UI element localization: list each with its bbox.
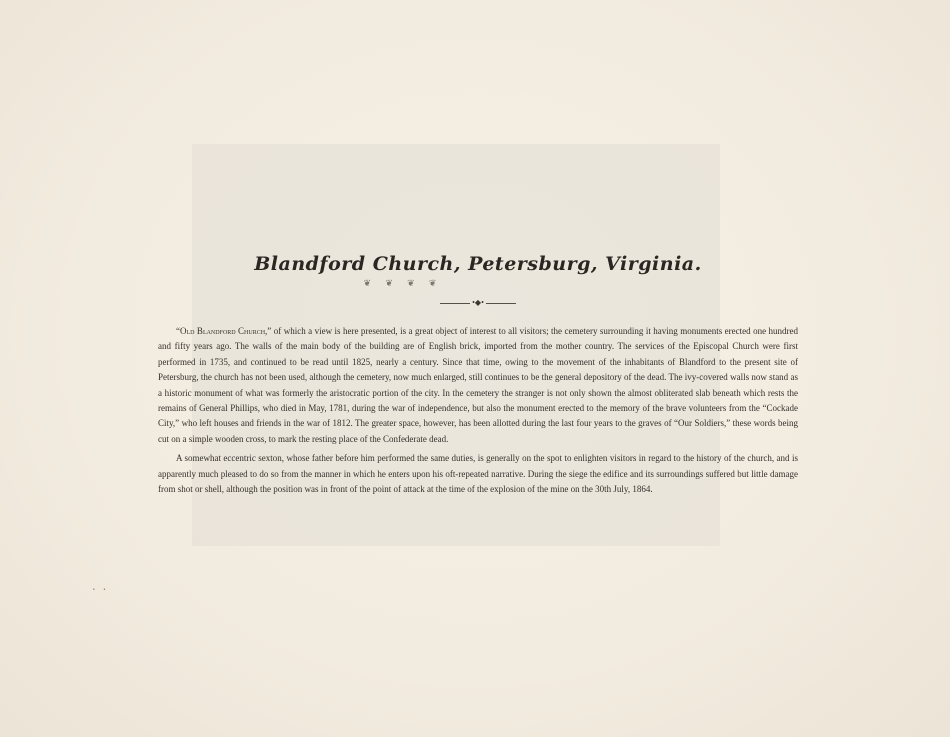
page-content bbox=[158, 236, 798, 497]
rule-left bbox=[440, 303, 470, 304]
paragraph-1-text: of which a view is here presented, is a great object of interest to all visitors; the cemetery surrounding it having monuments erected one hundred and fifty years ago. The walls of the main body of the building are of English brick, imported from the mother country. The services of the Episcopal Church were first performed in 1735, and continued to be read until 1825, nearly a century. Since that time, owing to the movement of the inhabitants of Blandford to the present site of Petersburg, the church has not been used, although the cemetery, now much enlarged, still continues to be the general depository of the dead. The ivy-covered walls now stand as a historic monument of what was formerly the aristocratic portion of the city. In the cemetery the stranger is not only shown the almost obliterated slab beneath which rests the remains of General Phillips, who died in May, 1781, during the war of independence, but also the monument erected to the memory of the brave volunteers from the “Cockade City,” who left houses and friends in the war of 1812. The greater space, however, has been allotted during the last four years to the graves of “Our Soldiers,” these words being cut on a simple wooden cross, to mark the resting place of the Confederate dead. bbox=[158, 326, 799, 444]
title-flourish: ❦ ❦ ❦ ❦ bbox=[363, 278, 443, 288]
ornamental-rule bbox=[158, 298, 798, 308]
page-title: Blandford Church, Petersburg, Virginia. bbox=[254, 253, 702, 275]
paragraph-1 bbox=[158, 324, 798, 447]
paragraph-2-text: A somewhat eccentric sexton, whose father before him performed the same duties, is generally on the spot to enlighten visitors in regard to the history of the church, and is apparently much pleased to do so from the manner in which he enters upon his oft-repeated narrative. During the siege the edifice and its surroundings suffered but little damage from shot or shell, although the position was in front of the point of attack at the time of the explosion of the mine on the 30th July, 1864. bbox=[158, 453, 798, 495]
body-text bbox=[158, 324, 798, 497]
paragraph-2 bbox=[158, 451, 798, 497]
rule-right bbox=[486, 303, 516, 304]
paragraph-1-lead: “Old Blandford Church,” bbox=[176, 326, 272, 336]
paper-specks: • • bbox=[93, 588, 106, 593]
ornament-center-icon: •◆• bbox=[472, 298, 484, 307]
